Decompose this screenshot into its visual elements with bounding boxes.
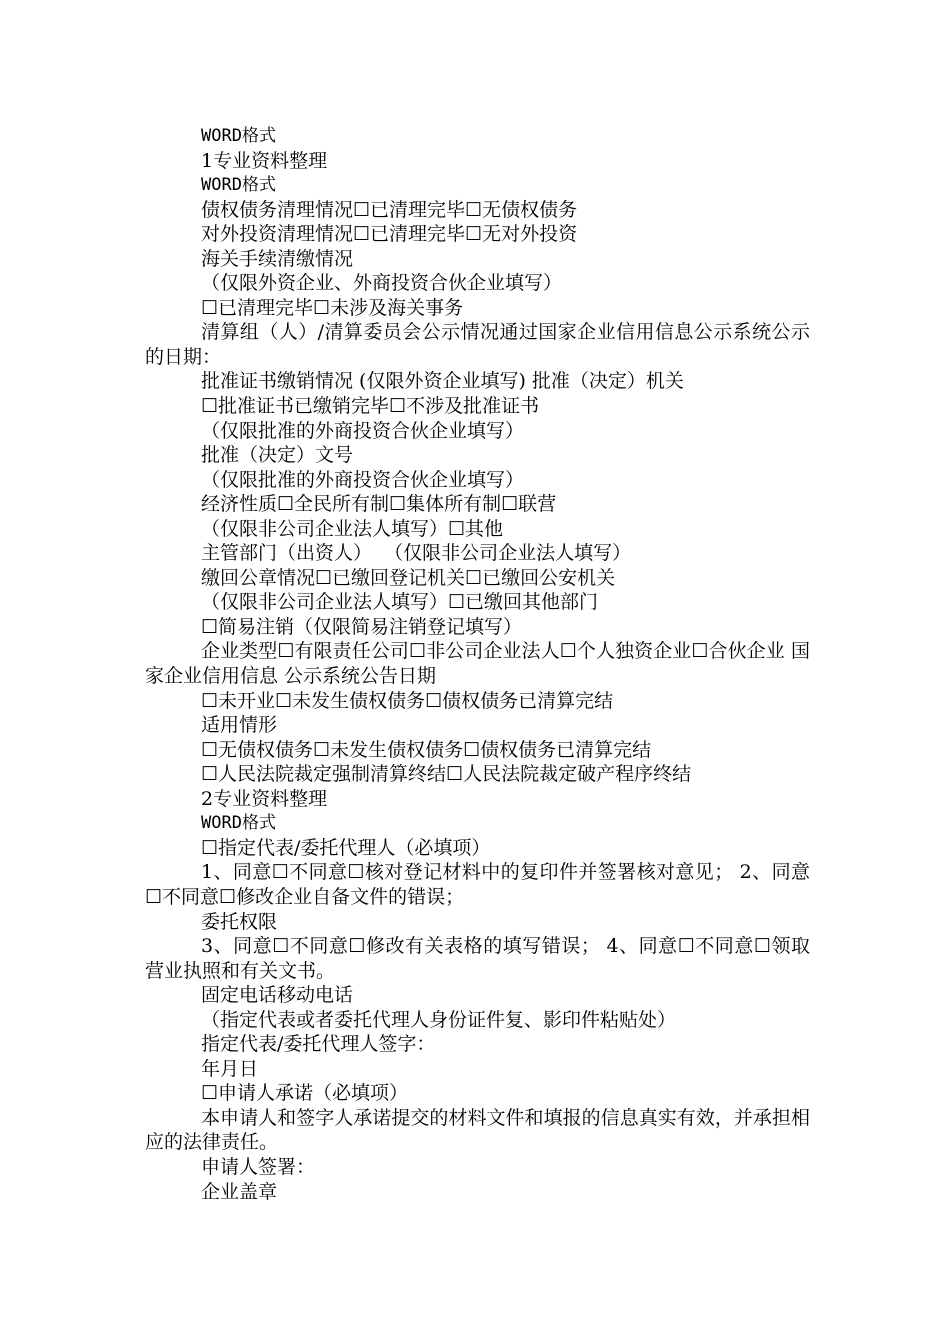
date-label: 年月日 — [201, 1057, 259, 1080]
header-word-format: WORD格式 — [201, 126, 276, 146]
id-copy-paste-area: （指定代表或者委托代理人身份证件复、影印件粘贴处） — [201, 1008, 677, 1031]
header-page-1: 1专业资料整理 — [201, 149, 328, 172]
authorization-scope-label: 委托权限 — [201, 910, 278, 933]
debt-clearance-line: 债权债务清理情况☐已清理完毕☐无债权债务 — [201, 198, 578, 221]
approval-note: （仅限批准的外商投资合伙企业填写） — [201, 468, 525, 491]
applicable-situation-label: 适用情形 — [201, 714, 278, 737]
phone-fields-label: 固定电话移动电话 — [201, 984, 354, 1007]
seal-return-other: （仅限非公司企业法人填写）☐已缴回其他部门 — [201, 591, 599, 614]
header-word-format: WORD格式 — [201, 813, 276, 834]
approval-certificate-options: ☐批准证书已缴销完毕☐不涉及批准证书 — [201, 395, 540, 418]
applicable-options-3: ☐人民法院裁定强制清算终结☐人民法院裁定破产程序终结 — [201, 763, 692, 786]
applicant-commitment-label: ☐申请人承诺（必填项） — [201, 1082, 409, 1105]
authorization-items-3-4: 3、同意☐不同意☐修改有关表格的填写错误； 4、同意☐不同意☐领取营业执照和有关文书。 — [145, 935, 810, 982]
simple-deregistration-line: ☐简易注销（仅限简易注销登记填写） — [201, 615, 523, 638]
seal-return-line: 缴回公章情况☐已缴回登记机关☐已缴回公安机关 — [201, 566, 616, 589]
competent-department-line: 主管部门（出资人） （仅限非公司企业法人填写） — [201, 542, 632, 565]
investment-clearance-line: 对外投资清理情况☐已清理完毕☐无对外投资 — [201, 223, 578, 246]
economic-nature-line: 经济性质☐全民所有制☐集体所有制☐联营 — [201, 493, 557, 516]
company-seal-label: 企业盖章 — [201, 1180, 278, 1203]
approval-note: （仅限批准的外商投资合伙企业填写） — [201, 419, 525, 442]
applicant-signature-label: 申请人签署： — [201, 1155, 316, 1178]
header-page-2: 2专业资料整理 — [201, 787, 328, 810]
customs-clearance-options: ☐已清理完毕☐未涉及海关事务 — [201, 296, 464, 319]
approval-document-number: 批准（决定）文号 — [201, 444, 354, 467]
header-word-format: WORD格式 — [201, 175, 276, 196]
designated-representative-label: ☐指定代表/委托代理人（必填项） — [201, 836, 491, 859]
economic-nature-other: （仅限非公司企业法人填写）☐其他 — [201, 517, 504, 540]
applicable-options-1: ☐未开业☐未发生债权债务☐债权债务已清算完结 — [201, 689, 614, 712]
authorization-items-1-2: 1、同意☐不同意☐核对登记材料中的复印件并签署核对意见； 2、同意☐不同意☐修改企业自备文件的错误； — [145, 861, 810, 908]
applicable-options-2: ☐无债权债务☐未发生债权债务☐债权债务已清算完结 — [201, 738, 652, 761]
enterprise-type-line: 企业类型☐有限责任公司☐非公司企业法人☐个人独资企业☐合伙企业 国家企业信用信息 公示系统公告日期 — [145, 640, 810, 688]
customs-clearance-note: （仅限外资企业、外商投资合伙企业填写） — [201, 272, 563, 295]
liquidation-publicity-line: 清算组（人）/清算委员会公示情况通过国家企业信用信息公示系统公示的日期： — [145, 321, 810, 368]
representative-signature-label: 指定代表/委托代理人签字： — [201, 1033, 436, 1056]
customs-clearance-label: 海关手续清缴情况 — [201, 247, 354, 270]
approval-certificate-line: 批准证书缴销情况 (仅限外资企业填写) 批准（决定）机关 — [201, 370, 684, 393]
commitment-text: 本申请人和签字人承诺提交的材料文件和填报的信息真实有效，并承担相应的法律责任。 — [145, 1106, 810, 1154]
document-page — [145, 124, 810, 1204]
